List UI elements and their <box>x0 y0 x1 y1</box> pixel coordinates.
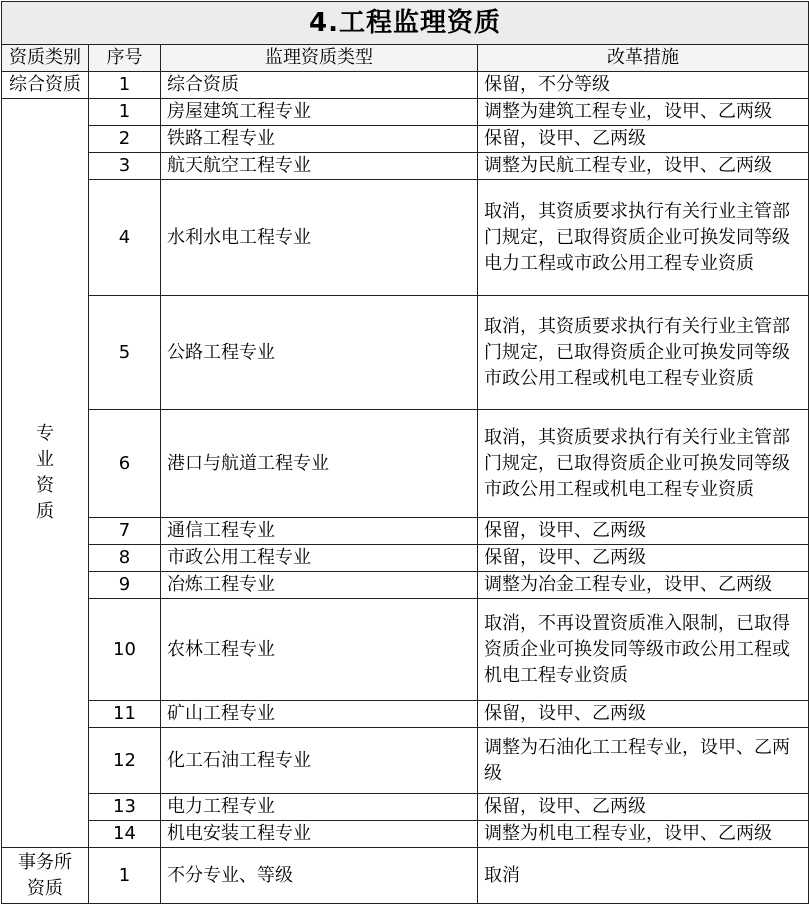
seq-cell: 13 <box>89 794 161 821</box>
table-row <box>2 410 809 518</box>
seq-cell: 14 <box>89 821 161 848</box>
table-row <box>2 701 809 728</box>
type-cell: 化工石油工程专业 <box>161 728 478 794</box>
header-category: 资质类别 <box>2 45 89 72</box>
measure-cell: 调整为民航工程专业，设甲、乙两级 <box>478 153 809 180</box>
type-cell: 市政公用工程专业 <box>161 545 478 572</box>
seq-cell: 2 <box>89 126 161 153</box>
category-char: 资 <box>36 475 54 496</box>
measure-cell: 取消，其资质要求执行有关行业主管部门规定，已取得资质企业可换发同等级市政公用工程或机电工程专业资质 <box>478 296 809 410</box>
measure-cell: 调整为冶金工程专业，设甲、乙两级 <box>478 572 809 599</box>
category-professional <box>2 99 89 848</box>
seq-cell: 3 <box>89 153 161 180</box>
measure-cell: 保留，不分等级 <box>478 72 809 99</box>
type-cell: 矿山工程专业 <box>161 701 478 728</box>
table-row-comprehensive <box>2 72 809 99</box>
table-row <box>2 572 809 599</box>
type-cell: 机电安装工程专业 <box>161 821 478 848</box>
measure-cell: 调整为建筑工程专业，设甲、乙两级 <box>478 99 809 126</box>
header-type: 监理资质类型 <box>161 45 478 72</box>
category-line: 资质 <box>27 877 63 899</box>
table-row <box>2 545 809 572</box>
type-cell: 通信工程专业 <box>161 518 478 545</box>
type-cell: 港口与航道工程专业 <box>161 410 478 518</box>
table-row <box>2 728 809 794</box>
type-cell: 水利水电工程专业 <box>161 180 478 296</box>
type-cell: 冶炼工程专业 <box>161 572 478 599</box>
measure-cell: 调整为机电工程专业，设甲、乙两级 <box>478 821 809 848</box>
type-cell: 综合资质 <box>161 72 478 99</box>
measure-cell: 保留，设甲、乙两级 <box>478 545 809 572</box>
seq-cell: 7 <box>89 518 161 545</box>
seq-cell: 8 <box>89 545 161 572</box>
type-cell: 不分专业、等级 <box>161 848 478 904</box>
title-row <box>2 2 809 45</box>
type-cell: 航天航空工程专业 <box>161 153 478 180</box>
type-cell: 房屋建筑工程专业 <box>161 99 478 126</box>
seq-cell: 12 <box>89 728 161 794</box>
type-cell: 电力工程专业 <box>161 794 478 821</box>
table-row <box>2 153 809 180</box>
table-row <box>2 599 809 701</box>
header-seq: 序号 <box>89 45 161 72</box>
table-row <box>2 518 809 545</box>
seq-cell: 4 <box>89 180 161 296</box>
measure-cell: 调整为石油化工工程专业，设甲、乙两级 <box>478 728 809 794</box>
table-row <box>2 296 809 410</box>
table-row <box>2 180 809 296</box>
category-comprehensive: 综合资质 <box>2 72 89 99</box>
measure-cell: 保留，设甲、乙两级 <box>478 794 809 821</box>
seq-cell: 9 <box>89 572 161 599</box>
measure-cell: 保留，设甲、乙两级 <box>478 701 809 728</box>
header-measure: 改革措施 <box>478 45 809 72</box>
table-row <box>2 99 809 126</box>
table-row <box>2 821 809 848</box>
qualification-table-sheet <box>1 1 808 903</box>
type-cell: 农林工程专业 <box>161 599 478 701</box>
category-char: 专 <box>36 423 54 444</box>
measure-cell: 取消，其资质要求执行有关行业主管部门规定，已取得资质企业可换发同等级市政公用工程或机电工程专业资质 <box>478 410 809 518</box>
seq-cell: 1 <box>89 848 161 904</box>
category-char: 业 <box>36 449 54 470</box>
qualification-table <box>1 1 809 904</box>
seq-cell: 6 <box>89 410 161 518</box>
category-char: 质 <box>36 501 54 522</box>
seq-cell: 5 <box>89 296 161 410</box>
header-row <box>2 45 809 72</box>
category-line: 事务所 <box>18 851 72 873</box>
table-row <box>2 794 809 821</box>
table-row <box>2 126 809 153</box>
seq-cell: 1 <box>89 72 161 99</box>
seq-cell: 1 <box>89 99 161 126</box>
table-title: 4.工程监理资质 <box>2 2 809 45</box>
type-cell: 公路工程专业 <box>161 296 478 410</box>
measure-cell: 保留，设甲、乙两级 <box>478 518 809 545</box>
measure-cell: 保留，设甲、乙两级 <box>478 126 809 153</box>
table-row-firm <box>2 848 809 904</box>
measure-cell: 取消，其资质要求执行有关行业主管部门规定，已取得资质企业可换发同等级电力工程或市政公用工程专业资质 <box>478 180 809 296</box>
seq-cell: 11 <box>89 701 161 728</box>
measure-cell: 取消，不再设置资质准入限制，已取得资质企业可换发同等级市政公用工程或机电工程专业资质 <box>478 599 809 701</box>
category-firm <box>2 848 89 904</box>
measure-cell: 取消 <box>478 848 809 904</box>
seq-cell: 10 <box>89 599 161 701</box>
type-cell: 铁路工程专业 <box>161 126 478 153</box>
